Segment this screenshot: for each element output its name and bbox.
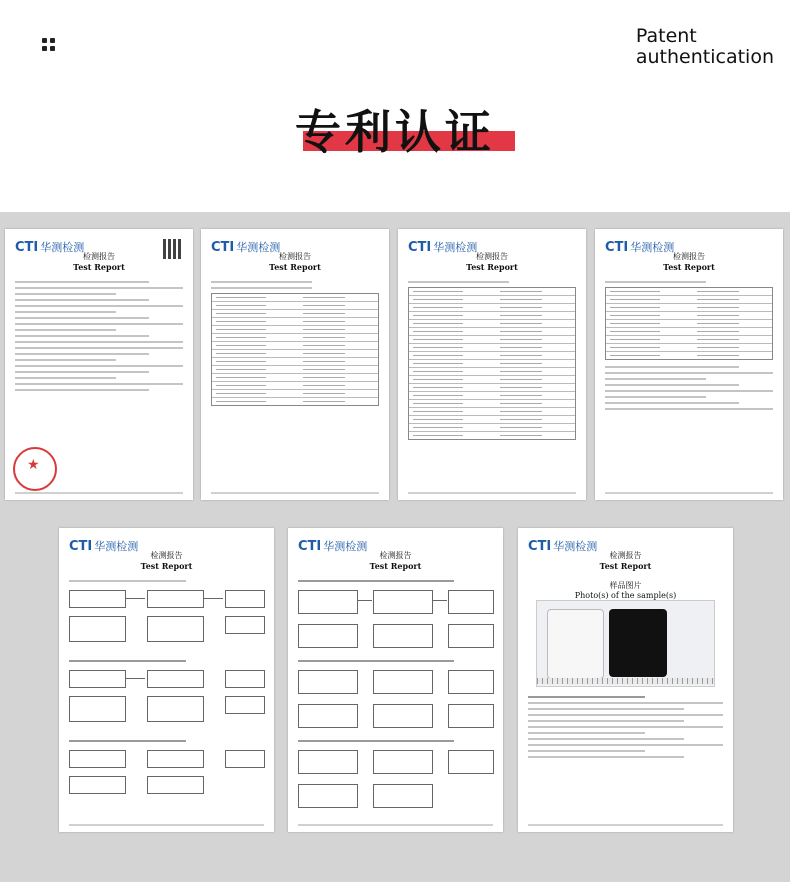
procedure-flowchart (298, 586, 493, 656)
sample-photo-title-cn: 样品图片 (609, 581, 642, 590)
cti-logo: CTI 华测检测 (15, 240, 85, 255)
white-fabric-roll (547, 609, 604, 679)
report-body (605, 281, 773, 490)
report-title-en: Test Report (466, 262, 518, 272)
results-table (408, 287, 576, 440)
report-page-1[interactable] (5, 229, 193, 500)
measuring-ruler (537, 678, 714, 684)
cti-logo: CTI 华测检测 (69, 539, 139, 554)
black-fabric-roll (609, 609, 667, 677)
red-seal-icon (13, 447, 57, 491)
procedure-flowchart (298, 746, 493, 816)
report-title-cn: 检测报告 (609, 551, 642, 560)
report-body (408, 281, 576, 490)
report-page-3[interactable] (398, 229, 586, 500)
sample-photo-title (518, 580, 733, 600)
cti-logo: CTI 华测检测 (605, 240, 675, 255)
sample-photo-title-en: Photo(s) of the sample(s) (574, 591, 677, 600)
report-title-en: Test Report (269, 262, 321, 272)
report-page-6[interactable] (288, 528, 503, 832)
report-title-en: Test Report (140, 561, 193, 571)
report-title-cn: 检测报告 (673, 252, 705, 261)
report-page-2[interactable] (201, 229, 389, 500)
english-title (636, 26, 774, 68)
english-title-line2: authentication (635, 46, 774, 68)
report-title-cn: 检测报告 (83, 252, 115, 261)
results-table (211, 293, 379, 406)
page-title: 专利认证 (295, 105, 495, 159)
english-title-line1: Patent (635, 25, 697, 47)
cti-logo: CTI 华测检测 (211, 240, 281, 255)
report-title-cn: 检测报告 (379, 551, 412, 560)
report-title-en: Test Report (663, 262, 715, 272)
cti-logo: CTI 华测检测 (408, 240, 478, 255)
procedure-flowchart (69, 746, 264, 816)
report-notes (528, 696, 723, 822)
report-body (211, 281, 379, 490)
cti-logo: CTI 华测检测 (298, 539, 368, 554)
report-title-en: Test Report (73, 262, 125, 272)
grid-dots-icon (42, 38, 56, 52)
report-title-en: Test Report (369, 561, 422, 571)
report-title-cn: 检测报告 (279, 252, 311, 261)
report-body (298, 580, 493, 822)
cti-logo: CTI 华测检测 (528, 539, 598, 554)
report-page-4[interactable] (595, 229, 783, 500)
results-table (605, 287, 773, 360)
report-page-5[interactable] (59, 528, 274, 832)
procedure-flowchart (298, 666, 493, 736)
report-body (69, 580, 264, 822)
sample-photo (536, 600, 715, 687)
procedure-flowchart (69, 666, 264, 736)
report-title-en: Test Report (599, 561, 652, 571)
procedure-flowchart (69, 586, 264, 656)
report-page-7[interactable] (518, 528, 733, 832)
report-title-cn: 检测报告 (150, 551, 183, 560)
report-title-cn: 检测报告 (476, 252, 508, 261)
